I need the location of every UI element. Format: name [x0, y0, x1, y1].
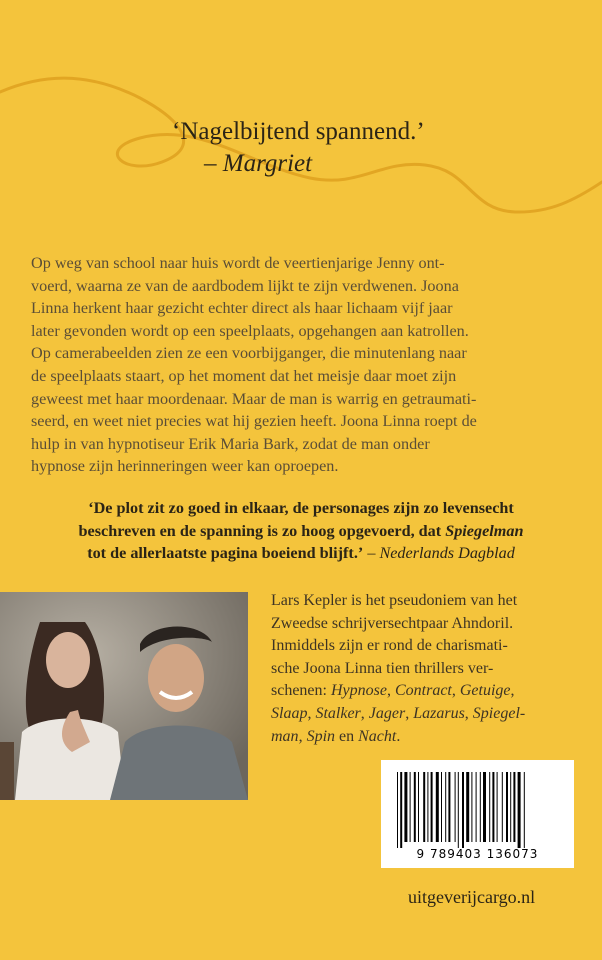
- barcode-bar: [489, 772, 490, 842]
- blurb-line: seerd, en weet niet precies wat hij gezien heeft. Joona Linna roept de: [31, 412, 477, 431]
- blurb-line: Op camerabeelden zien ze een voorbijganger, die minutenlang naar: [31, 344, 467, 363]
- barcode-bar: [436, 772, 439, 842]
- top-quote: [172, 116, 472, 180]
- bio-line: Slaap, Stalker, Jager, Lazarus, Spiegel-: [271, 704, 526, 722]
- barcode-bar: [397, 772, 398, 848]
- barcode-bar: [524, 772, 525, 848]
- isbn-barcode: [381, 760, 574, 868]
- barcode-bar: [476, 772, 477, 842]
- blurb-line: Op weg van school naar huis wordt de veertienjarige Jenny ont-: [31, 254, 445, 272]
- bio-line: Lars Kepler is het pseudoniem van het: [271, 592, 518, 609]
- barcode-bar: [492, 772, 494, 842]
- book-title: Hypnose: [330, 682, 387, 700]
- barcode-bar: [431, 772, 433, 842]
- author-bio: [271, 590, 575, 748]
- barcode-bar: [410, 772, 411, 842]
- blurb-line: de speelplaats staart, op het moment dat het meisje daar moet zijn: [31, 366, 457, 385]
- book-title: Lazarus: [413, 704, 465, 722]
- bio-line: schenen: Hypnose, Contract, Getuige,: [271, 682, 515, 700]
- barcode-bar: [480, 772, 481, 842]
- barcode-bar: [414, 772, 416, 842]
- book-title: Stalker: [315, 704, 361, 722]
- top-quote-source: – Margriet: [204, 150, 313, 177]
- barcode-bar: [502, 772, 503, 842]
- blurb-line: later gevonden wordt op een speelplaats, opgehangen aan katrollen.: [31, 321, 469, 340]
- barcode-bar: [497, 772, 498, 842]
- barcode-bar: [418, 772, 419, 842]
- book-title: Spin: [306, 727, 336, 745]
- bio-line: man, Spin en Nacht.: [271, 727, 401, 745]
- blurb-line: voerd, waarna ze van de aardbodem lijkt te zijn verdwenen. Joona: [31, 276, 459, 295]
- barcode-bar: [483, 772, 486, 842]
- top-quote-text: ‘Nagelbijtend spannend.’: [172, 118, 425, 145]
- barcode-bar: [458, 772, 459, 848]
- barcode-bar: [423, 772, 425, 842]
- author-photo: [0, 592, 248, 800]
- press-quote-line: tot de allerlaatste pagina boeiend blijft.’ – Nederlands Dagblad: [87, 544, 515, 562]
- barcode-bar: [466, 772, 469, 842]
- press-quote-source: Nederlands Dagblad: [379, 544, 515, 562]
- barcode-bar: [510, 772, 511, 842]
- blurb-line: geweest met haar moordenaar. Maar de man is warrig en getraumati-: [31, 389, 477, 408]
- bio-line: Inmiddels zijn er rond de charismati-: [271, 637, 508, 655]
- barcode-bar: [471, 772, 472, 842]
- barcode-bar: [404, 772, 407, 842]
- book-title: Slaap: [271, 704, 308, 722]
- barcode-bar: [518, 772, 521, 848]
- book-title: Nacht: [358, 727, 397, 745]
- blurb-line: Linna herkent haar gezicht echter direct als haar lichaam vijf jaar: [31, 299, 453, 318]
- barcode-bars: [381, 760, 574, 850]
- barcode-bar: [448, 772, 450, 842]
- press-quote: [20, 497, 582, 565]
- barcode-bar: [506, 772, 508, 842]
- press-quote-line: beschreven en de spanning is zo hoog opgevoerd, dat Spiegelman: [78, 521, 524, 540]
- blurb-line: hypnose zijn herinneringen weer kan oproepen.: [31, 457, 339, 476]
- press-quote-line: ‘De plot zit zo goed in elkaar, de personages zijn zo levensecht: [88, 499, 514, 517]
- isbn-number: 9 789403 136073: [416, 847, 539, 861]
- book-title: Jager: [368, 704, 406, 722]
- book-title: Getuige: [459, 682, 511, 700]
- publisher-website: uitgeverijcargo.nl: [408, 887, 536, 907]
- barcode-bar: [441, 772, 442, 842]
- top-quote-source-name: Margriet: [222, 150, 313, 177]
- barcode-bar: [445, 772, 446, 842]
- book-blurb: [31, 252, 572, 478]
- blurb-line: hulp in van hypnotiseur Erik Maria Bark, zodat de man onder: [31, 434, 430, 453]
- book-title: man: [271, 727, 299, 745]
- book-title: Contract: [394, 682, 452, 700]
- bio-line: sche Joona Linna tien thrillers ver-: [271, 659, 494, 677]
- barcode-bar: [427, 772, 428, 842]
- bio-line: Zweedse schrijversechtpaar Ahndoril.: [271, 614, 514, 632]
- barcode-bar: [455, 772, 456, 842]
- barcode-bar: [513, 772, 515, 842]
- book-title: Spiegel-: [472, 704, 526, 722]
- barcode-bar: [462, 772, 464, 848]
- barcode-bar: [400, 772, 402, 848]
